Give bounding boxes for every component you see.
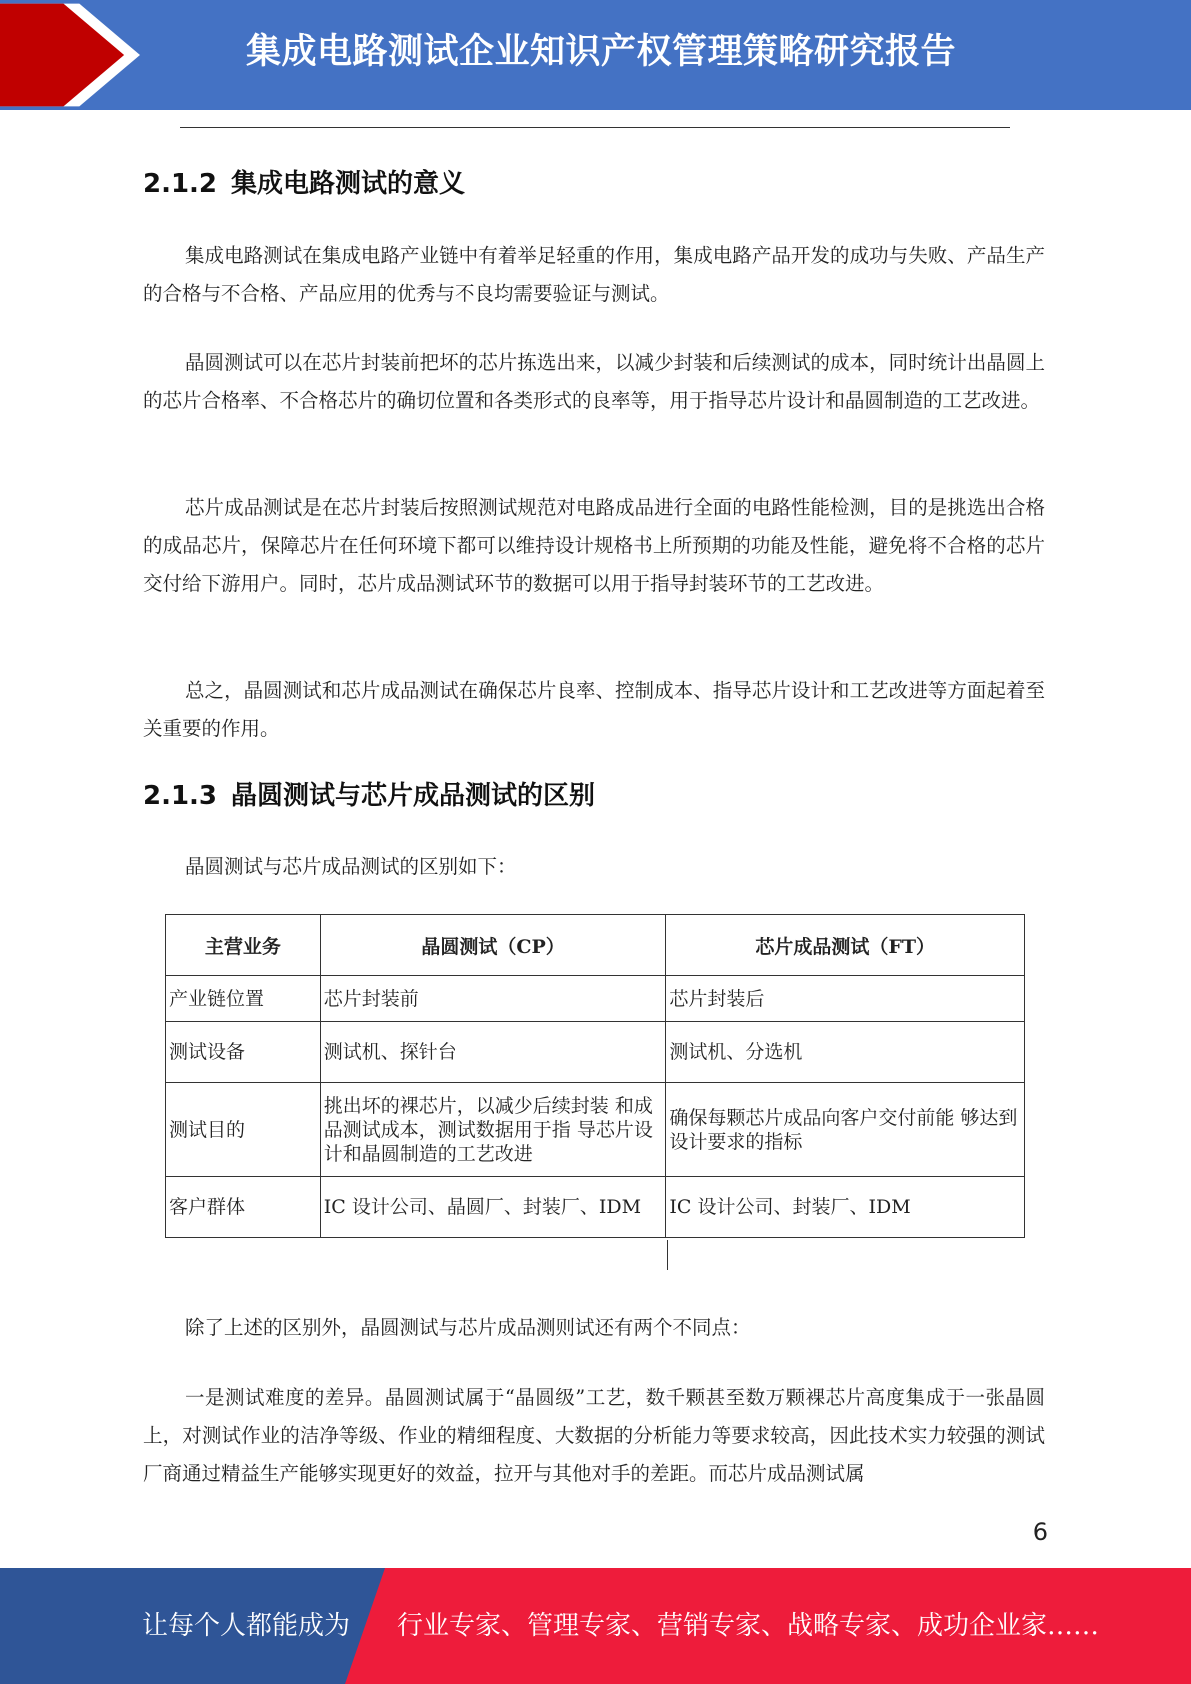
report-title: 集成电路测试企业知识产权管理策略研究报告 [246,32,957,72]
paragraph: 芯片成品测试是在芯片封装后按照测试规范对电路成品进行全面的电路性能检测，目的是挑选出合格的成品芯片，保障芯片在任何环境下都可以维持设计规格书上所预期的功能及性能，避免将不合格的芯片交付给下游用户。同时，芯片成品测试环节的数据可以用于指导封装环节的工艺改进。 [143,496,1045,595]
comparison-table [165,914,1025,1238]
section-heading-2-1-2 [143,163,465,200]
table-cell: IC 设计公司、晶圆厂、封装厂、IDM [320,1177,666,1238]
footer-slogan-left: 让每个人都能成为 [142,1611,351,1641]
section-number: 2.1.2 [143,169,218,199]
table-stray-line [667,1240,668,1270]
table-header-row [166,915,1025,976]
table-cell: 测试机、探针台 [320,1022,666,1083]
page-header [0,0,1191,110]
table-header-cell: 芯片成品测试（FT） [666,915,1025,976]
table-row [166,1177,1025,1238]
section-number: 2.1.3 [143,781,218,811]
table-row [166,976,1025,1022]
table-cell: 确保每颗芯片成品向客户交付前能 够达到设计要求的指标 [666,1083,1025,1177]
table-cell: 测试机、分选机 [666,1022,1025,1083]
paragraph: 除了上述的区别外，晶圆测试与芯片成品测则试还有两个不同点： [185,1316,751,1339]
table-cell: 芯片封装前 [320,976,666,1022]
table-cell: 测试目的 [166,1083,321,1177]
section-heading-2-1-3 [143,775,595,812]
table-cell: 芯片封装后 [666,976,1025,1022]
page-footer [0,1568,1191,1684]
header-rule [180,127,1010,128]
table-header-cell: 主营业务 [166,915,321,976]
paragraph: 总之，晶圆测试和芯片成品测试在确保芯片良率、控制成本、指导芯片设计和工艺改进等方面起着至关重要的作用。 [143,679,1045,740]
section-title: 晶圆测试与芯片成品测试的区别 [231,781,596,811]
paragraph: 集成电路测试在集成电路产业链中有着举足轻重的作用，集成电路产品开发的成功与失败、产品生产的合格与不合格、产品应用的优秀与不良均需要验证与测试。 [143,244,1045,305]
footer-slogan-right: 行业专家、管理专家、营销专家、战略专家、成功企业家…… [397,1611,1100,1641]
table-row [166,1083,1025,1177]
paragraph: 一是测试难度的差异。晶圆测试属于“晶圆级”工艺，数千颗甚至数万颗裸芯片高度集成于一张晶圆上，对测试作业的洁净等级、作业的精细程度、大数据的分析能力等要求较高，因此技术实力较强的测试厂商通过精益生产能够实现更好的效益，拉开与其他对手的差距。而芯片成品测试属 [143,1386,1045,1485]
table-cell: 挑出坏的裸芯片，以减少后续封装 和成品测试成本，测试数据用于指 导芯片设计和晶圆制造的工艺改进 [320,1083,666,1177]
header-arrow-decoration [0,0,140,110]
table-cell: 客户群体 [166,1177,321,1238]
section-title: 集成电路测试的意义 [231,169,466,199]
table-cell: IC 设计公司、封装厂、IDM [666,1177,1025,1238]
paragraph: 晶圆测试与芯片成品测试的区别如下： [185,855,517,878]
page-number: 6 [1032,1518,1048,1546]
table-cell: 产业链位置 [166,976,321,1022]
table-row [166,1022,1025,1083]
table-cell: 测试设备 [166,1022,321,1083]
table-header-cell: 晶圆测试（CP） [320,915,666,976]
paragraph: 晶圆测试可以在芯片封装前把坏的芯片拣选出来，以减少封装和后续测试的成本，同时统计出晶圆上的芯片合格率、不合格芯片的确切位置和各类形式的良率等，用于指导芯片设计和晶圆制造的工艺改进。 [143,351,1045,412]
